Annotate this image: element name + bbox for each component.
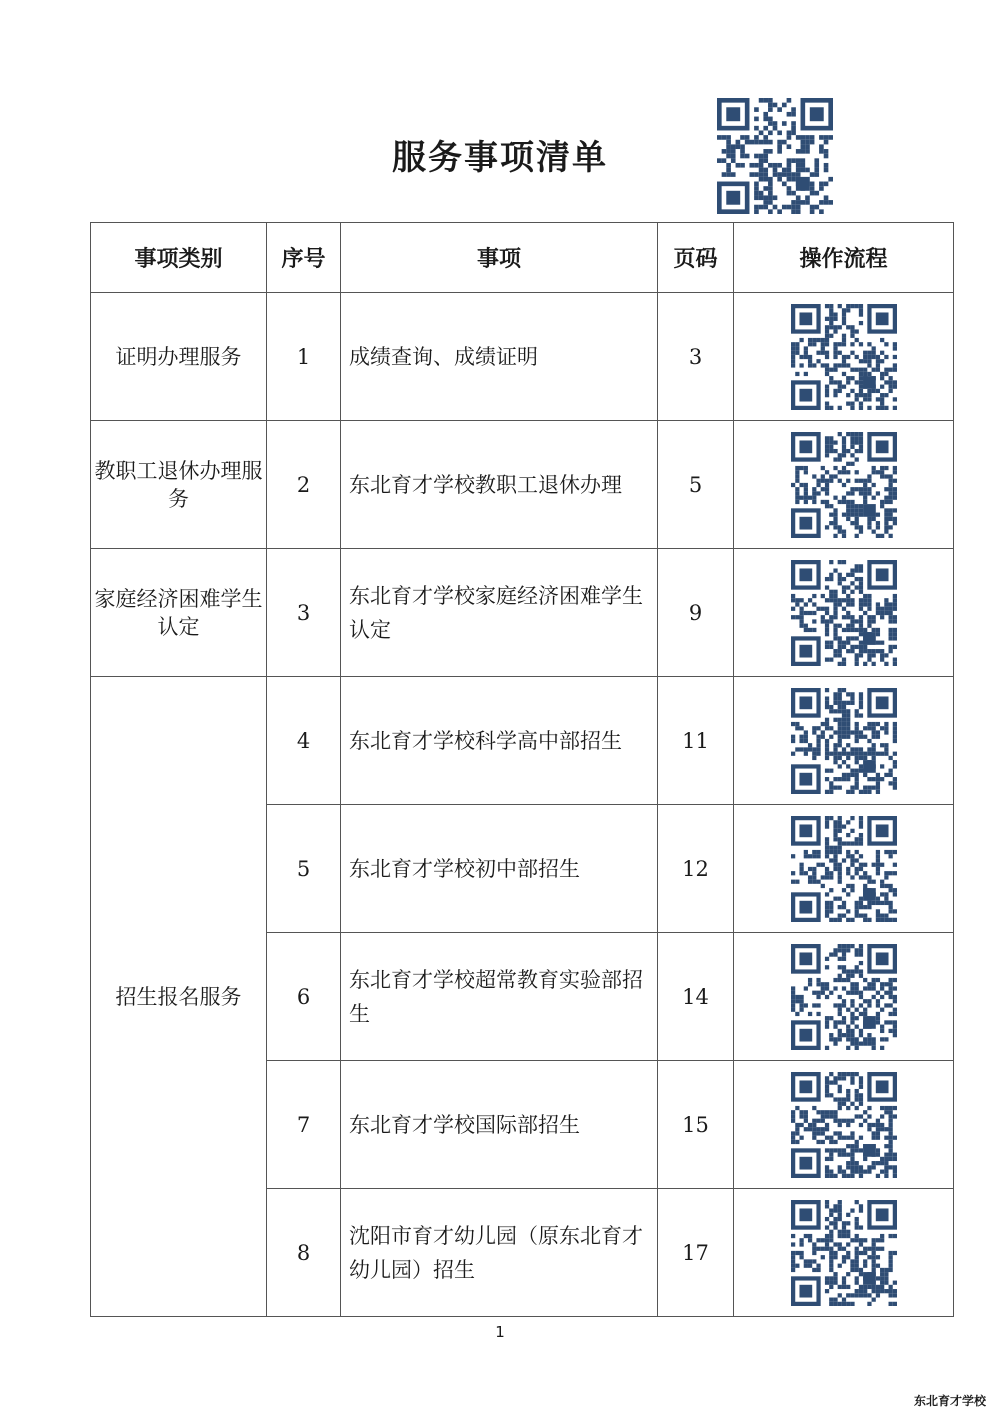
item-cell: 成绩查询、成绩证明	[341, 293, 658, 421]
item-cell: 东北育才学校科学高中部招生	[341, 677, 658, 805]
service-table	[90, 222, 954, 1317]
process-cell	[734, 421, 954, 549]
item-cell: 沈阳市育才幼儿园（原东北育才幼儿园）招生	[341, 1189, 658, 1317]
process-cell	[734, 677, 954, 805]
page-cell: 17	[658, 1189, 734, 1317]
number-cell: 2	[267, 421, 341, 549]
header-process: 操作流程	[734, 223, 954, 293]
table-row	[91, 677, 954, 805]
page-cell: 3	[658, 293, 734, 421]
process-cell	[734, 293, 954, 421]
process-cell	[734, 1189, 954, 1317]
process-cell	[734, 1061, 954, 1189]
category-cell: 家庭经济困难学生认定	[91, 549, 267, 677]
table-row	[91, 421, 954, 549]
item-cell: 东北育才学校国际部招生	[341, 1061, 658, 1189]
category-cell: 教职工退休办理服务	[91, 421, 267, 549]
qr-code-icon[interactable]	[791, 816, 897, 922]
header-number: 序号	[267, 223, 341, 293]
number-cell: 6	[267, 933, 341, 1061]
number-cell: 4	[267, 677, 341, 805]
page-cell: 12	[658, 805, 734, 933]
page-cell: 9	[658, 549, 734, 677]
qr-code-icon[interactable]	[791, 1200, 897, 1306]
item-cell: 东北育才学校初中部招生	[341, 805, 658, 933]
category-cell: 证明办理服务	[91, 293, 267, 421]
page-title: 服务事项清单	[392, 138, 608, 178]
qr-code-icon[interactable]	[791, 688, 897, 794]
category-cell: 招生报名服务	[91, 677, 267, 1317]
process-cell	[734, 805, 954, 933]
item-cell: 东北育才学校家庭经济困难学生认定	[341, 549, 658, 677]
header-page: 页码	[658, 223, 734, 293]
footer-watermark: 东北育才学校	[913, 1394, 986, 1408]
item-cell: 东北育才学校超常教育实验部招生	[341, 933, 658, 1061]
table-row	[91, 549, 954, 677]
number-cell: 7	[267, 1061, 341, 1189]
number-cell: 5	[267, 805, 341, 933]
process-cell	[734, 549, 954, 677]
table-row	[91, 293, 954, 421]
number-cell: 1	[267, 293, 341, 421]
qr-code-icon[interactable]	[791, 432, 897, 538]
qr-code-icon[interactable]	[791, 560, 897, 666]
number-cell: 3	[267, 549, 341, 677]
qr-code-icon[interactable]	[791, 304, 897, 410]
item-cell: 东北育才学校教职工退休办理	[341, 421, 658, 549]
number-cell: 8	[267, 1189, 341, 1317]
page-number: 1	[495, 1323, 505, 1341]
header-category: 事项类别	[91, 223, 267, 293]
page-cell: 15	[658, 1061, 734, 1189]
qr-code-icon[interactable]	[791, 1072, 897, 1178]
table-header-row	[91, 223, 954, 293]
process-cell	[734, 933, 954, 1061]
qr-code-icon[interactable]	[717, 98, 833, 214]
page-cell: 14	[658, 933, 734, 1061]
qr-code-icon[interactable]	[791, 944, 897, 1050]
page-cell: 5	[658, 421, 734, 549]
header-item: 事项	[341, 223, 658, 293]
page-cell: 11	[658, 677, 734, 805]
